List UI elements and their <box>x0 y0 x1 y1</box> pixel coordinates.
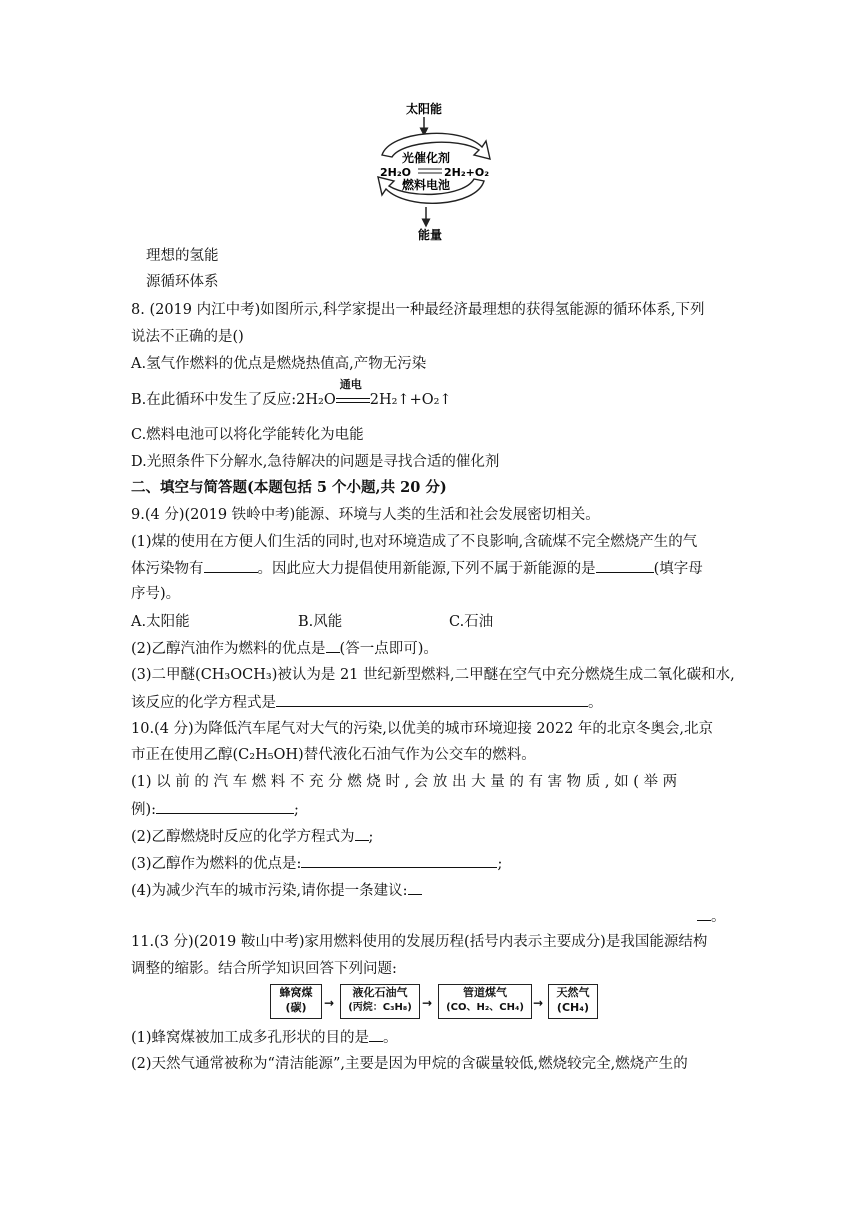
flow-box-lpg: 液化石油气 (丙烷：C₃H₈) <box>340 984 420 1019</box>
q10-blank-3[interactable] <box>301 853 497 868</box>
q10-p4-end: 。 <box>697 906 726 927</box>
section2-title: 二、填空与简答题(本题包括 5 个小题,共 20 分) <box>131 479 447 496</box>
q8-stem-line1: 8. (2019 内江中考)如图所示,科学家提出一种最经济最理想的获得氢能源的循环体系,下列 <box>131 302 705 318</box>
flow-box-honeycomb: 蜂窝煤 (碳) <box>270 984 322 1019</box>
double-line <box>336 398 370 403</box>
q10-blank-2[interactable] <box>355 826 369 841</box>
q10-p2: (2)乙醇燃烧时反应的化学方程式为 ; <box>131 826 373 847</box>
q8-option-b-suffix: 2H₂↑+O₂↑ <box>369 392 452 408</box>
fuel-flow-chart <box>270 984 600 1020</box>
q11-stem-line1: 11.(3 分)(2019 鞍山中考)家用燃料使用的发展历程(括号内表示主要成分)是我国能源结构 <box>131 934 708 950</box>
q8-option-c: C.燃料电池可以将化学能转化为电能 <box>131 427 364 443</box>
q9-p3-line1: (3)二甲醚(CH₃OCH₃)被认为是 21 世纪新型燃料,二甲醚在空气中充分燃烧生成二氧化碳和水, <box>131 667 735 683</box>
q10-blank-1[interactable] <box>156 799 294 814</box>
flow-arrow-3: → <box>533 996 544 1010</box>
q10-blank-4[interactable] <box>408 880 422 895</box>
diagram-caption-1: 理想的氢能 <box>146 248 219 264</box>
q9-p2: (2)乙醇汽油作为燃料的优点是 (答一点即可)。 <box>131 638 438 659</box>
flow-arrow-2: → <box>422 996 433 1010</box>
q10-blank-4-end[interactable] <box>697 906 711 921</box>
hydrogen-cycle-diagram <box>360 95 510 243</box>
reaction-condition <box>336 378 370 410</box>
q10-p1-line1: (1) 以 前 的 汽 车 燃 料 不 充 分 燃 烧 时 , 会 放 出 大 量 的 有 害 物 质 , 如 ( 举 两 <box>131 774 678 790</box>
catalyst-label: 光催化剂 <box>401 151 451 165</box>
q9-blank-3[interactable] <box>326 638 340 653</box>
q9-blank-2[interactable] <box>596 558 654 573</box>
q10-p4: (4)为减少汽车的城市污染,请你提一条建议: <box>131 880 422 901</box>
q10-stem-line1: 10.(4 分)为降低汽车尾气对大气的污染,以优美的城市环境迎接 2022 年的北京冬奥会,北京 <box>131 721 714 737</box>
q10-p3: (3)乙醇作为燃料的优点是: ; <box>131 853 502 874</box>
diagram-caption-2: 源循环体系 <box>146 274 219 290</box>
q11-p1: (1)蜂窝煤被加工成多孔形状的目的是 。 <box>131 1027 398 1048</box>
condition-label: 通电 <box>339 378 362 391</box>
q9-p3-line2: 该反应的化学方程式是 。 <box>131 692 603 713</box>
diagram-bottom-label: 能量 <box>417 228 443 242</box>
q9-p1-line1: (1)煤的使用在方便人们生活的同时,也对环境造成了不良影响,含硫煤不完全燃烧产生的气 <box>131 534 698 550</box>
fuel-cell-label: 燃料电池 <box>401 178 451 192</box>
q8-option-b-prefix: B.在此循环中发生了反应:2H₂O <box>131 392 336 408</box>
flow-box-pipe-gas: 管道煤气 (CO、H₂、CH₄) <box>438 984 532 1019</box>
q11-blank-1[interactable] <box>369 1027 383 1042</box>
q10-p1-line2: 例): ; <box>131 799 299 820</box>
equation-right: 2H₂+O₂ <box>444 166 490 179</box>
flow-arrow-1: → <box>324 996 335 1010</box>
equation-left: 2H₂O <box>380 166 412 179</box>
q10-stem-line2: 市正在使用乙醇(C₂H₅OH)替代液化石油气作为公交车的燃料。 <box>131 747 536 763</box>
q8-option-a: A.氢气作燃料的优点是燃烧热值高,产物无污染 <box>131 356 427 372</box>
q9-option-b: B.风能 <box>298 614 343 630</box>
q11-p2: (2)天然气通常被称为“清洁能源”,主要是因为甲烷的含碳量较低,燃烧较完全,燃烧产生的 <box>131 1056 688 1072</box>
q9-option-a: A.太阳能 <box>131 614 190 630</box>
flow-box-natural-gas: 天然气 (CH₄) <box>548 984 598 1019</box>
diagram-top-label: 太阳能 <box>405 102 443 116</box>
q9-blank-4[interactable] <box>276 692 588 707</box>
q8-option-b <box>131 378 452 410</box>
q9-stem: 9.(4 分)(2019 铁岭中考)能源、环境与人类的生活和社会发展密切相关。 <box>131 507 600 523</box>
q9-option-c: C.石油 <box>449 614 494 630</box>
q9-p1-line3: 序号)。 <box>131 586 181 602</box>
q8-option-d: D.光照条件下分解水,急待解决的问题是寻找合适的催化剂 <box>131 454 500 470</box>
q9-p1-line2: 体污染物有 。因此应大力提倡使用新能源,下列不属于新能源的是 (填字母 <box>131 558 703 579</box>
q8-stem-line2: 说法不正确的是() <box>131 329 244 345</box>
q9-blank-1[interactable] <box>204 558 258 573</box>
q11-stem-line2: 调整的缩影。结合所学知识回答下列问题: <box>131 961 397 977</box>
